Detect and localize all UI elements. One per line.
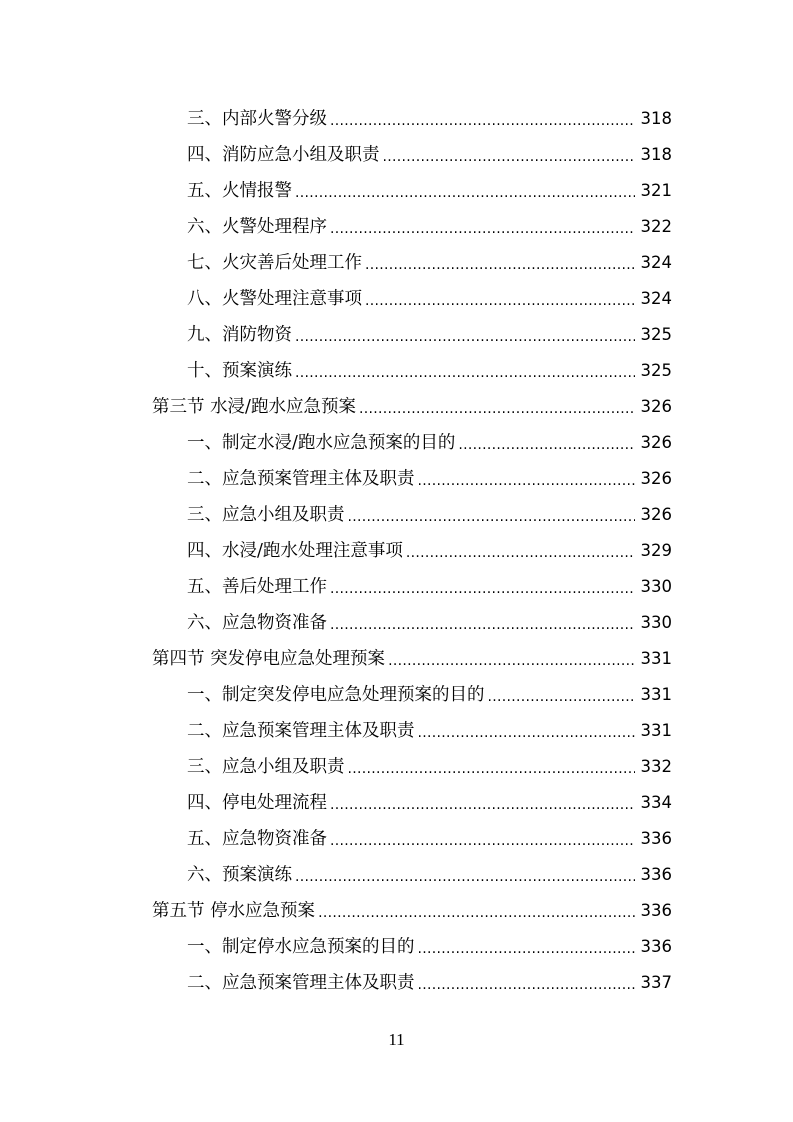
toc-entry[interactable] xyxy=(0,569,793,605)
toc-entry-page: 324 xyxy=(640,289,672,308)
toc-entry[interactable] xyxy=(0,749,793,785)
toc-entry[interactable] xyxy=(0,281,793,317)
toc-entry-page: 337 xyxy=(640,973,672,992)
toc-dot-leader xyxy=(348,762,636,785)
toc-entry-title: 第五节 停水应急预案 xyxy=(152,901,316,921)
toc-entry-title: 六、火警处理程序 xyxy=(187,217,327,237)
toc-dot-leader xyxy=(418,474,636,497)
toc-entry[interactable] xyxy=(0,785,793,821)
toc-dot-leader xyxy=(330,222,635,245)
toc-entry[interactable] xyxy=(0,101,793,137)
toc-dot-leader xyxy=(406,546,635,569)
toc-entry-page: 336 xyxy=(640,937,672,956)
toc-entry[interactable] xyxy=(0,713,793,749)
toc-entry[interactable] xyxy=(0,245,793,281)
toc-dot-leader xyxy=(330,834,635,857)
toc-entry[interactable] xyxy=(0,929,793,965)
toc-dot-leader xyxy=(330,582,635,605)
toc-entry-page: 326 xyxy=(640,469,672,488)
toc-entry-page: 336 xyxy=(640,829,672,848)
toc-entry[interactable] xyxy=(0,605,793,641)
toc-entry[interactable] xyxy=(0,965,793,1001)
toc-entry-title: 三、内部火警分级 xyxy=(187,109,327,129)
toc-entry-title: 一、制定突发停电应急处理预案的目的 xyxy=(187,685,485,705)
toc-entry-title: 六、应急物资准备 xyxy=(187,613,327,633)
toc-dot-leader xyxy=(295,366,635,389)
toc-entry-page: 326 xyxy=(640,433,672,452)
toc-entry-title: 三、应急小组及职责 xyxy=(187,757,345,777)
toc-entry-title: 九、消防物资 xyxy=(187,325,292,345)
toc-entry-page: 324 xyxy=(640,253,672,272)
toc-section-entry[interactable] xyxy=(0,389,793,425)
toc-dot-leader xyxy=(348,510,636,533)
toc-entry-page: 318 xyxy=(640,109,672,128)
toc-dot-leader xyxy=(488,690,636,713)
toc-entry[interactable] xyxy=(0,137,793,173)
toc-entry-page: 329 xyxy=(640,541,672,560)
toc-dot-leader xyxy=(295,870,635,893)
toc-dot-leader xyxy=(365,294,635,317)
toc-entry[interactable] xyxy=(0,821,793,857)
toc-entry-page: 336 xyxy=(640,865,672,884)
page-number: 11 xyxy=(388,1030,405,1049)
toc-entry-title: 二、应急预案管理主体及职责 xyxy=(187,721,415,741)
toc-entry-page: 325 xyxy=(640,325,672,344)
toc-entry-title: 五、应急物资准备 xyxy=(187,829,327,849)
toc-entry-page: 332 xyxy=(640,757,672,776)
toc-entry-page: 336 xyxy=(640,901,672,920)
toc-entry-title: 七、火灾善后处理工作 xyxy=(187,253,362,273)
toc-entry-title: 四、消防应急小组及职责 xyxy=(187,145,380,165)
toc-entry-title: 二、应急预案管理主体及职责 xyxy=(187,973,415,993)
toc-section-entry[interactable] xyxy=(0,893,793,929)
toc-entry-title: 一、制定水浸/跑水应急预案的目的 xyxy=(187,433,456,453)
toc-dot-leader xyxy=(418,942,636,965)
toc-dot-leader xyxy=(418,978,636,1001)
toc-entry[interactable] xyxy=(0,461,793,497)
toc-dot-leader xyxy=(365,258,635,281)
toc-entry-title: 第四节 突发停电应急处理预案 xyxy=(152,649,386,669)
toc-dot-leader xyxy=(359,402,635,425)
toc-entry-title: 五、火情报警 xyxy=(187,181,292,201)
toc-dot-leader xyxy=(318,906,635,929)
toc-entry-title: 四、停电处理流程 xyxy=(187,793,327,813)
toc-section-entry[interactable] xyxy=(0,641,793,677)
toc-entry-title: 四、水浸/跑水处理注意事项 xyxy=(187,541,403,561)
toc-entry-title: 八、火警处理注意事项 xyxy=(187,289,362,309)
toc-entry-page: 325 xyxy=(640,361,672,380)
toc-entry-page: 330 xyxy=(640,613,672,632)
toc-entry-page: 331 xyxy=(640,649,672,668)
toc-dot-leader xyxy=(330,114,635,137)
toc-entry-title: 第三节 水浸/跑水应急预案 xyxy=(152,397,356,417)
toc-entry[interactable] xyxy=(0,353,793,389)
toc-dot-leader xyxy=(295,330,635,353)
toc-entry-title: 五、善后处理工作 xyxy=(187,577,327,597)
toc-entry-title: 十、预案演练 xyxy=(187,361,292,381)
toc-dot-leader xyxy=(383,150,636,173)
toc-entry-page: 322 xyxy=(640,217,672,236)
toc-entry[interactable] xyxy=(0,173,793,209)
toc-entry-page: 321 xyxy=(640,181,672,200)
toc-dot-leader xyxy=(330,618,635,641)
toc-entry-page: 318 xyxy=(640,145,672,164)
toc-entry-page: 330 xyxy=(640,577,672,596)
toc-entry[interactable] xyxy=(0,425,793,461)
toc-entry-title: 一、制定停水应急预案的目的 xyxy=(187,937,415,957)
toc-entry[interactable] xyxy=(0,677,793,713)
toc-entry[interactable] xyxy=(0,533,793,569)
toc-entry-page: 331 xyxy=(640,685,672,704)
toc-entry[interactable] xyxy=(0,209,793,245)
toc-entry-title: 二、应急预案管理主体及职责 xyxy=(187,469,415,489)
toc-dot-leader xyxy=(295,186,635,209)
toc-dot-leader xyxy=(388,654,635,677)
toc-dot-leader xyxy=(418,726,636,749)
toc-entry-page: 331 xyxy=(640,721,672,740)
toc-entry[interactable] xyxy=(0,317,793,353)
table-of-contents xyxy=(0,101,793,1001)
toc-entry-page: 326 xyxy=(640,397,672,416)
toc-entry-title: 六、预案演练 xyxy=(187,865,292,885)
toc-dot-leader xyxy=(330,798,635,821)
toc-entry-page: 334 xyxy=(640,793,672,812)
toc-entry-title: 三、应急小组及职责 xyxy=(187,505,345,525)
toc-entry[interactable] xyxy=(0,497,793,533)
toc-entry-page: 326 xyxy=(640,505,672,524)
toc-entry[interactable] xyxy=(0,857,793,893)
toc-dot-leader xyxy=(458,438,635,461)
